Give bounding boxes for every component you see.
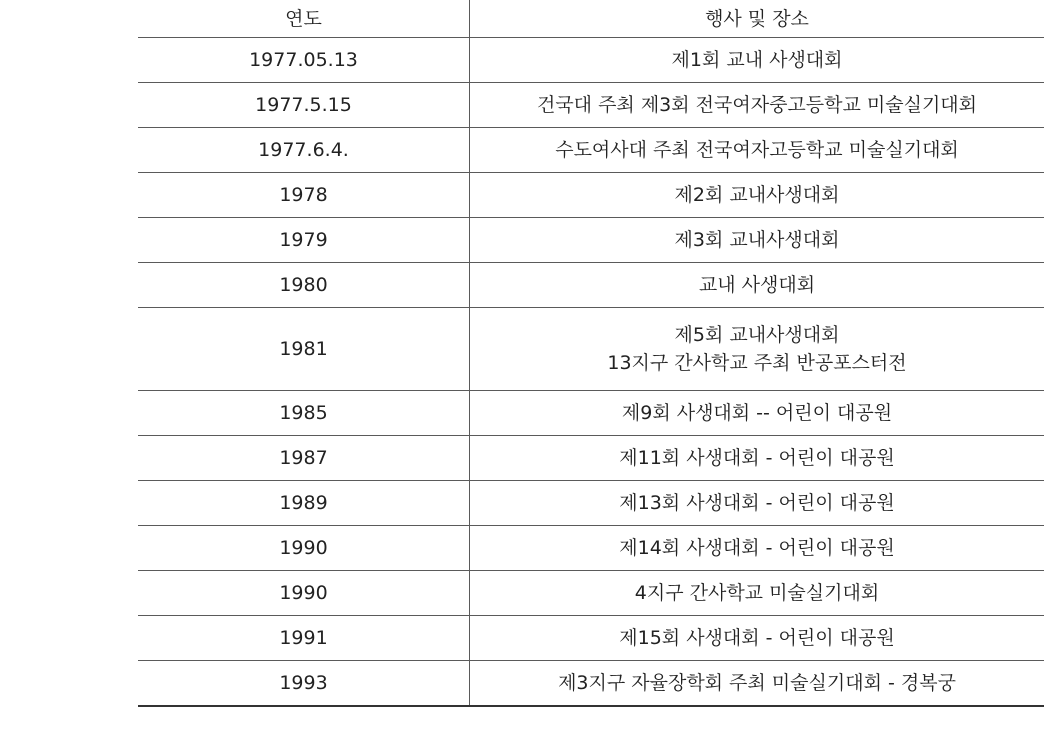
year-cell: 1993 <box>138 661 470 705</box>
year-cell: 1978 <box>138 173 470 217</box>
year-cell: 1977.5.15 <box>138 83 470 127</box>
event-cell: 제3지구 자율장학회 주최 미술실기대회 - 경복궁 <box>558 672 956 694</box>
table-row <box>138 263 1044 308</box>
year-cell: 1977.05.13 <box>138 38 470 82</box>
year-cell: 1989 <box>138 481 470 525</box>
table-row <box>138 616 1044 661</box>
year-cell: 1990 <box>138 526 470 570</box>
year-cell: 1979 <box>138 218 470 262</box>
year-cell: 1980 <box>138 263 470 307</box>
table-header-row <box>138 0 1044 38</box>
table-row <box>138 571 1044 616</box>
table-row <box>138 481 1044 526</box>
table-row <box>138 83 1044 128</box>
event-line: 13지구 간사학교 주최 반공포스터전 <box>607 352 907 374</box>
year-cell: 1987 <box>138 436 470 480</box>
year-cell: 1990 <box>138 571 470 615</box>
event-cell: 제11회 사생대회 - 어린이 대공원 <box>619 447 895 469</box>
table-row <box>138 436 1044 481</box>
table-row <box>138 128 1044 173</box>
event-cell: 제13회 사생대회 - 어린이 대공원 <box>619 492 895 514</box>
year-cell: 1985 <box>138 391 470 435</box>
table-row <box>138 526 1044 571</box>
event-cell: 제15회 사생대회 - 어린이 대공원 <box>619 627 895 649</box>
event-cell: 제9회 사생대회 -- 어린이 대공원 <box>621 402 893 424</box>
table-row <box>138 38 1044 83</box>
event-cell: 4지구 간사학교 미술실기대회 <box>634 582 880 604</box>
header-year: 연도 <box>138 0 470 37</box>
event-cell: 제2회 교내사생대회 <box>674 184 840 206</box>
event-cell: 제3회 교내사생대회 <box>674 229 840 251</box>
events-table <box>138 0 1044 707</box>
event-cell <box>470 308 1044 390</box>
event-cell: 제14회 사생대회 - 어린이 대공원 <box>619 537 895 559</box>
event-cell: 교내 사생대회 <box>698 274 816 296</box>
header-event: 행사 및 장소 <box>705 7 809 30</box>
table-row <box>138 173 1044 218</box>
event-cell: 건국대 주최 제3회 전국여자중고등학교 미술실기대회 <box>536 94 978 116</box>
year-cell: 1981 <box>138 308 470 390</box>
year-cell: 1991 <box>138 616 470 660</box>
event-line: 제5회 교내사생대회 <box>674 324 840 346</box>
year-cell: 1977.6.4. <box>138 128 470 172</box>
event-cell: 수도여사대 주최 전국여자고등학교 미술실기대회 <box>555 139 959 161</box>
table-row <box>138 308 1044 391</box>
event-cell: 제1회 교내 사생대회 <box>671 49 843 71</box>
table-row <box>138 661 1044 707</box>
table-row <box>138 391 1044 436</box>
table-row <box>138 218 1044 263</box>
